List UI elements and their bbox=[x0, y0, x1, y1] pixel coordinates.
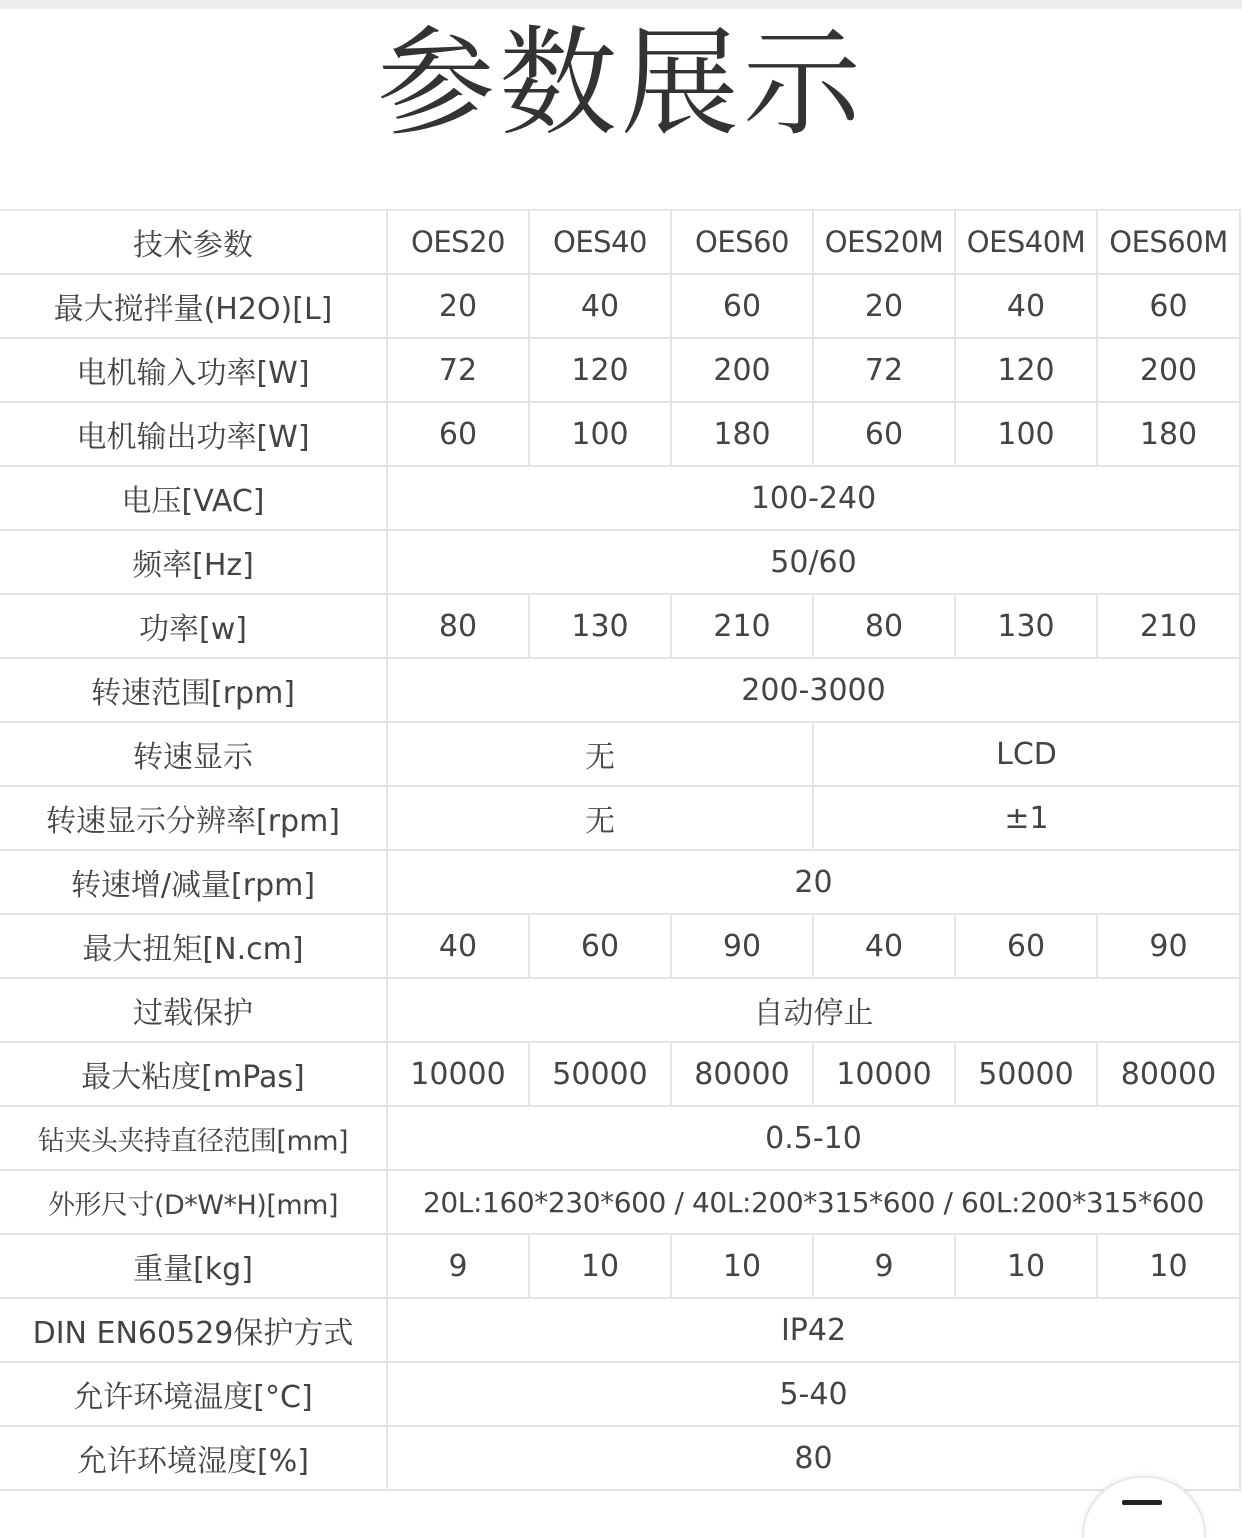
table-cell-merged: 0.5-10 bbox=[387, 1106, 1240, 1170]
row-label: 功率[w] bbox=[0, 594, 387, 658]
table-cell: 60 bbox=[529, 914, 671, 978]
table-cell-merged: 无 bbox=[387, 722, 813, 786]
row-label: 电机输入功率[W] bbox=[0, 338, 387, 402]
table-cell: 80 bbox=[813, 594, 955, 658]
model-header-cell: OES60 bbox=[671, 210, 813, 274]
table-row-max-torque bbox=[0, 914, 1240, 978]
table-cell: 40 bbox=[387, 914, 529, 978]
table-cell: 50000 bbox=[955, 1042, 1097, 1106]
table-cell: 20 bbox=[387, 274, 529, 338]
table-cell: 100 bbox=[529, 402, 671, 466]
table-cell: 80 bbox=[387, 594, 529, 658]
table-cell-merged: 无 bbox=[387, 786, 813, 850]
row-label: 最大扭矩[N.cm] bbox=[0, 914, 387, 978]
table-cell-merged: 20 bbox=[387, 850, 1240, 914]
table-cell: 72 bbox=[387, 338, 529, 402]
table-cell: 180 bbox=[1097, 402, 1240, 466]
table-row-motor-output bbox=[0, 402, 1240, 466]
row-label: 最大搅拌量(H2O)[L] bbox=[0, 274, 387, 338]
table-cell: 180 bbox=[671, 402, 813, 466]
model-header-cell: OES20M bbox=[813, 210, 955, 274]
table-cell: 80000 bbox=[1097, 1042, 1240, 1106]
table-cell: 60 bbox=[813, 402, 955, 466]
table-cell: 50000 bbox=[529, 1042, 671, 1106]
table-cell: 60 bbox=[1097, 274, 1240, 338]
table-cell-merged: 100-240 bbox=[387, 466, 1240, 530]
row-label: 最大粘度[mPas] bbox=[0, 1042, 387, 1106]
page-title: 参数展示 bbox=[376, 14, 865, 152]
table-cell: 90 bbox=[1097, 914, 1240, 978]
table-cell: 90 bbox=[671, 914, 813, 978]
table-row-speed-step bbox=[0, 850, 1240, 914]
table-cell: 10000 bbox=[387, 1042, 529, 1106]
table-cell: 40 bbox=[813, 914, 955, 978]
row-label: 转速显示分辨率[rpm] bbox=[0, 786, 387, 850]
row-label: 过载保护 bbox=[0, 978, 387, 1042]
table-cell: 130 bbox=[955, 594, 1097, 658]
row-label: DIN EN60529保护方式 bbox=[0, 1298, 387, 1362]
table-cell-merged: LCD bbox=[813, 722, 1240, 786]
table-cell-merged: 自动停止 bbox=[387, 978, 1240, 1042]
row-label: 钻夹头夹持直径范围[mm] bbox=[0, 1106, 387, 1170]
table-cell: 210 bbox=[1097, 594, 1240, 658]
table-cell: 10 bbox=[1097, 1234, 1240, 1298]
table-cell: 60 bbox=[671, 274, 813, 338]
table-cell-merged: 200-3000 bbox=[387, 658, 1240, 722]
row-label: 允许环境湿度[%] bbox=[0, 1426, 387, 1490]
table-cell: 100 bbox=[955, 402, 1097, 466]
table-row-max-viscosity bbox=[0, 1042, 1240, 1106]
header-label-cell: 技术参数 bbox=[0, 210, 387, 274]
table-row-max-stir bbox=[0, 274, 1240, 338]
table-row-dimensions bbox=[0, 1170, 1240, 1234]
table-row-speed-display bbox=[0, 722, 1240, 786]
table-row-motor-input bbox=[0, 338, 1240, 402]
table-row-frequency bbox=[0, 530, 1240, 594]
table-cell: 10 bbox=[671, 1234, 813, 1298]
table-cell: 210 bbox=[671, 594, 813, 658]
model-header-cell: OES40 bbox=[529, 210, 671, 274]
table-cell-merged: 80 bbox=[387, 1426, 1240, 1490]
table-cell-merged: ±1 bbox=[813, 786, 1240, 850]
table-header-row bbox=[0, 210, 1240, 274]
table-cell-merged: 5-40 bbox=[387, 1362, 1240, 1426]
row-label: 电压[VAC] bbox=[0, 466, 387, 530]
table-cell: 9 bbox=[387, 1234, 529, 1298]
table-row-chuck-range bbox=[0, 1106, 1240, 1170]
table-row-ambient-humidity bbox=[0, 1426, 1240, 1490]
model-header-cell: OES40M bbox=[955, 210, 1097, 274]
row-label: 转速增/减量[rpm] bbox=[0, 850, 387, 914]
table-cell: 40 bbox=[529, 274, 671, 338]
table-cell: 60 bbox=[387, 402, 529, 466]
table-row-ambient-temp bbox=[0, 1362, 1240, 1426]
table-cell: 10 bbox=[529, 1234, 671, 1298]
table-row-speed-resolution bbox=[0, 786, 1240, 850]
table-row-power bbox=[0, 594, 1240, 658]
table-cell: 200 bbox=[1097, 338, 1240, 402]
table-cell-merged: IP42 bbox=[387, 1298, 1240, 1362]
table-cell-merged: 50/60 bbox=[387, 530, 1240, 594]
row-label: 转速显示 bbox=[0, 722, 387, 786]
table-cell: 72 bbox=[813, 338, 955, 402]
table-cell: 130 bbox=[529, 594, 671, 658]
table-cell: 10 bbox=[955, 1234, 1097, 1298]
model-header-cell: OES60M bbox=[1097, 210, 1240, 274]
row-label: 转速范围[rpm] bbox=[0, 658, 387, 722]
table-cell: 60 bbox=[955, 914, 1097, 978]
table-row-speed-range bbox=[0, 658, 1240, 722]
table-cell: 9 bbox=[813, 1234, 955, 1298]
minus-icon bbox=[1122, 1500, 1162, 1505]
table-row-weight bbox=[0, 1234, 1240, 1298]
table-cell: 10000 bbox=[813, 1042, 955, 1106]
row-label: 允许环境温度[°C] bbox=[0, 1362, 387, 1426]
model-header-cell: OES20 bbox=[387, 210, 529, 274]
table-cell: 20 bbox=[813, 274, 955, 338]
row-label: 频率[Hz] bbox=[0, 530, 387, 594]
row-label: 外形尺寸(D*W*H)[mm] bbox=[0, 1170, 387, 1234]
table-cell: 40 bbox=[955, 274, 1097, 338]
table-cell: 80000 bbox=[671, 1042, 813, 1106]
table-cell-merged: 20L:160*230*600 / 40L:200*315*600 / 60L:200*315*600 bbox=[387, 1170, 1240, 1234]
row-label: 重量[kg] bbox=[0, 1234, 387, 1298]
table-cell: 120 bbox=[955, 338, 1097, 402]
table-cell: 120 bbox=[529, 338, 671, 402]
spec-table bbox=[0, 209, 1241, 1491]
row-label: 电机输出功率[W] bbox=[0, 402, 387, 466]
table-cell: 200 bbox=[671, 338, 813, 402]
table-row-voltage bbox=[0, 466, 1240, 530]
table-row-overload bbox=[0, 978, 1240, 1042]
table-row-protection bbox=[0, 1298, 1240, 1362]
